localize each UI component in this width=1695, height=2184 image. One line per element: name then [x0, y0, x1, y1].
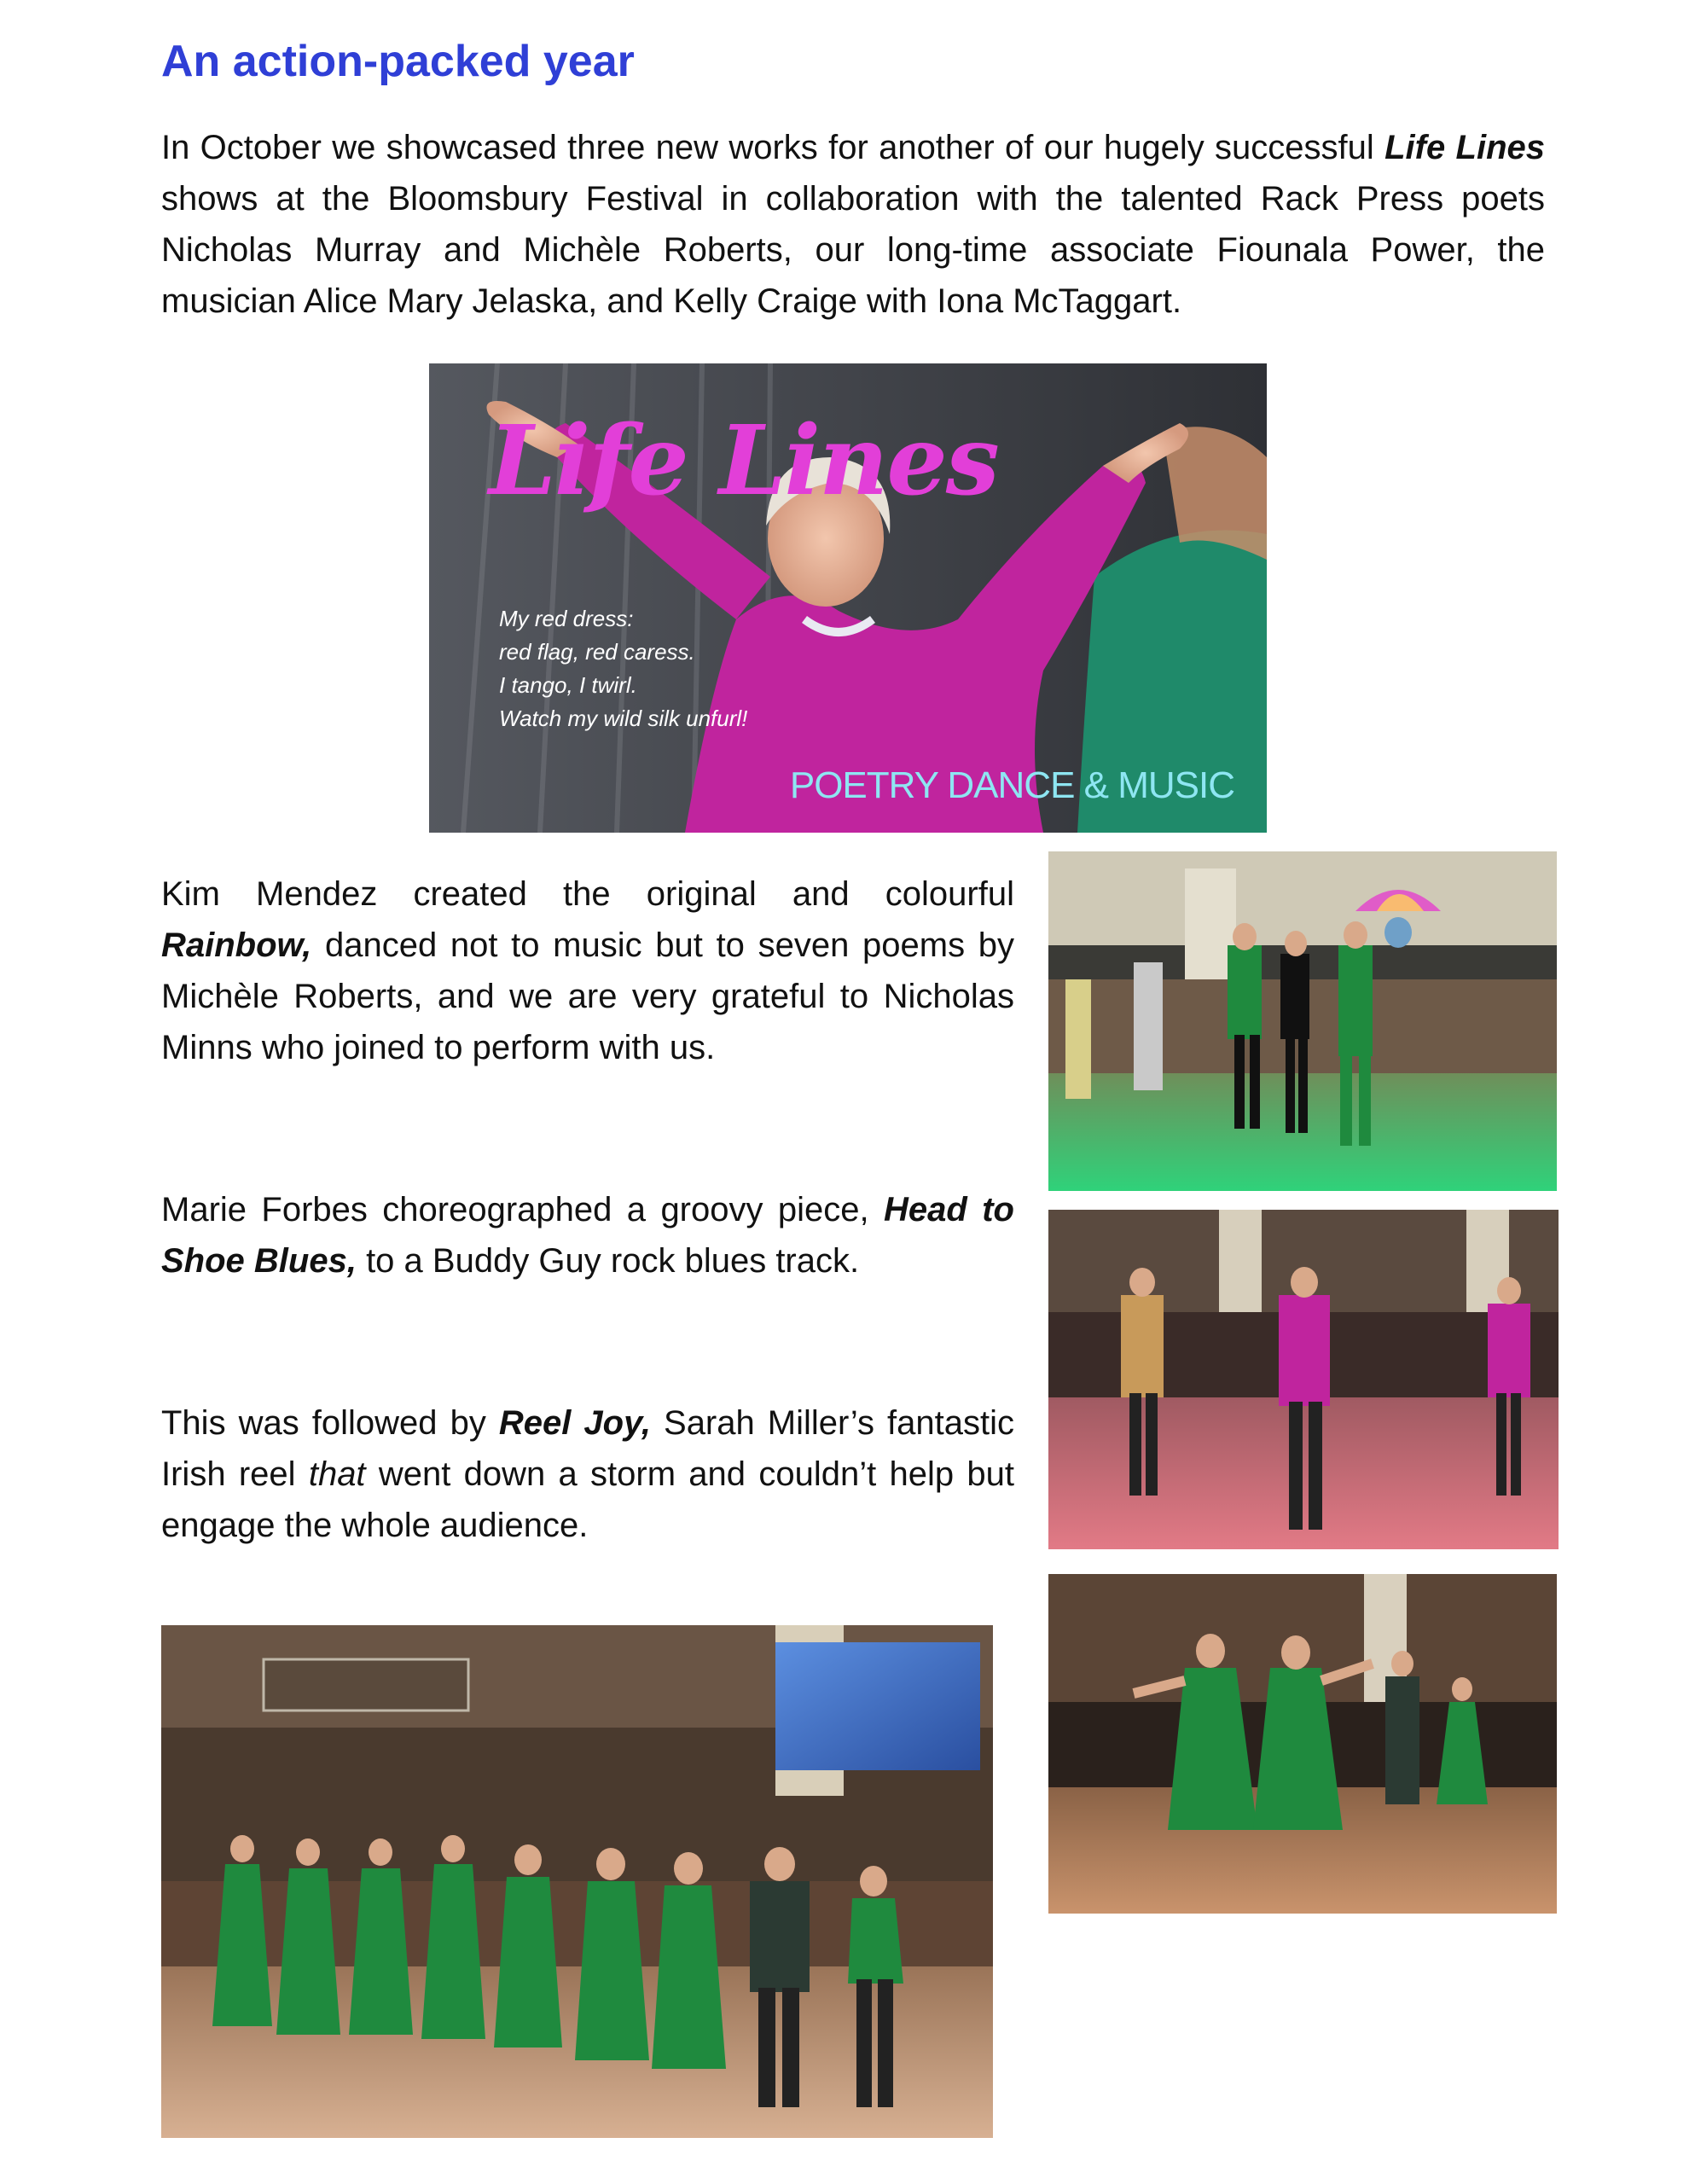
reel-emphasis: that: [308, 1455, 366, 1493]
head-to-shoe-blues-photo: [1048, 1210, 1559, 1549]
banner-poem: [499, 602, 747, 735]
intro-text-2: shows at the Bloomsbury Festival in collaboration with the talented Rack Press poets Nicholas Murray and Michèle Roberts, our long-time associate Fiounala Power, the musician Alice Mary Jelaska, and Kelly Craige with Iona McTaggart.: [161, 180, 1545, 320]
head-to-shoe-paragraph: [161, 1184, 1014, 1287]
banner-title: Life Lines: [489, 405, 998, 517]
rainbow-dance-photo: [1048, 851, 1557, 1191]
banner-poem-line: red flag, red caress.: [499, 639, 695, 665]
reel-text-2: Sarah Miller’s fantastic Irish reel: [161, 1404, 1014, 1493]
intro-text-1: In October we showcased three new works for another of our hugely successful: [161, 129, 1385, 166]
reel-joy-photo: [1048, 1574, 1557, 1914]
intro-show-title: Life Lines: [1384, 129, 1545, 166]
head-to-shoe-text-1: Marie Forbes choreographed a groovy piece,: [161, 1191, 885, 1228]
line-dance-photo-art: [161, 1625, 993, 2138]
banner-poem-line: I tango, I twirl.: [499, 672, 637, 698]
reel-text-3: went down a storm and couldn’t help but engage the whole audience.: [161, 1455, 1014, 1544]
rainbow-text-2: danced not to music but to seven poems by Michèle Roberts, and we are very grateful to Nicholas Minns who joined to perform with us.: [161, 926, 1014, 1066]
reel-text-1: This was followed by: [161, 1404, 499, 1442]
head-to-shoe-text-2: to a Buddy Guy rock blues track.: [356, 1242, 860, 1280]
reel-joy-paragraph: [161, 1397, 1014, 1551]
rainbow-paragraph: [161, 868, 1014, 1073]
banner-subtitle: POETRY DANCE & MUSIC: [789, 764, 1234, 806]
reel-joy-title: Reel Joy,: [498, 1404, 651, 1442]
life-lines-banner-image: [429, 363, 1267, 833]
reel-line-dance-photo: [161, 1625, 993, 2138]
rainbow-text-1: Kim Mendez created the original and colourful: [161, 875, 1014, 913]
rainbow-title: Rainbow,: [161, 926, 312, 964]
banner-poem-line: My red dress:: [499, 606, 634, 631]
reel-joy-photo-art: [1048, 1574, 1557, 1914]
intro-paragraph: [161, 122, 1545, 327]
head-to-shoe-photo-art: [1048, 1210, 1559, 1549]
banner-poem-line: Watch my wild silk unfurl!: [499, 706, 748, 731]
head-to-shoe-title: Head to Shoe Blues,: [161, 1191, 1014, 1280]
rainbow-photo-art: [1048, 851, 1557, 1191]
page-heading: An action-packed year: [161, 37, 635, 86]
